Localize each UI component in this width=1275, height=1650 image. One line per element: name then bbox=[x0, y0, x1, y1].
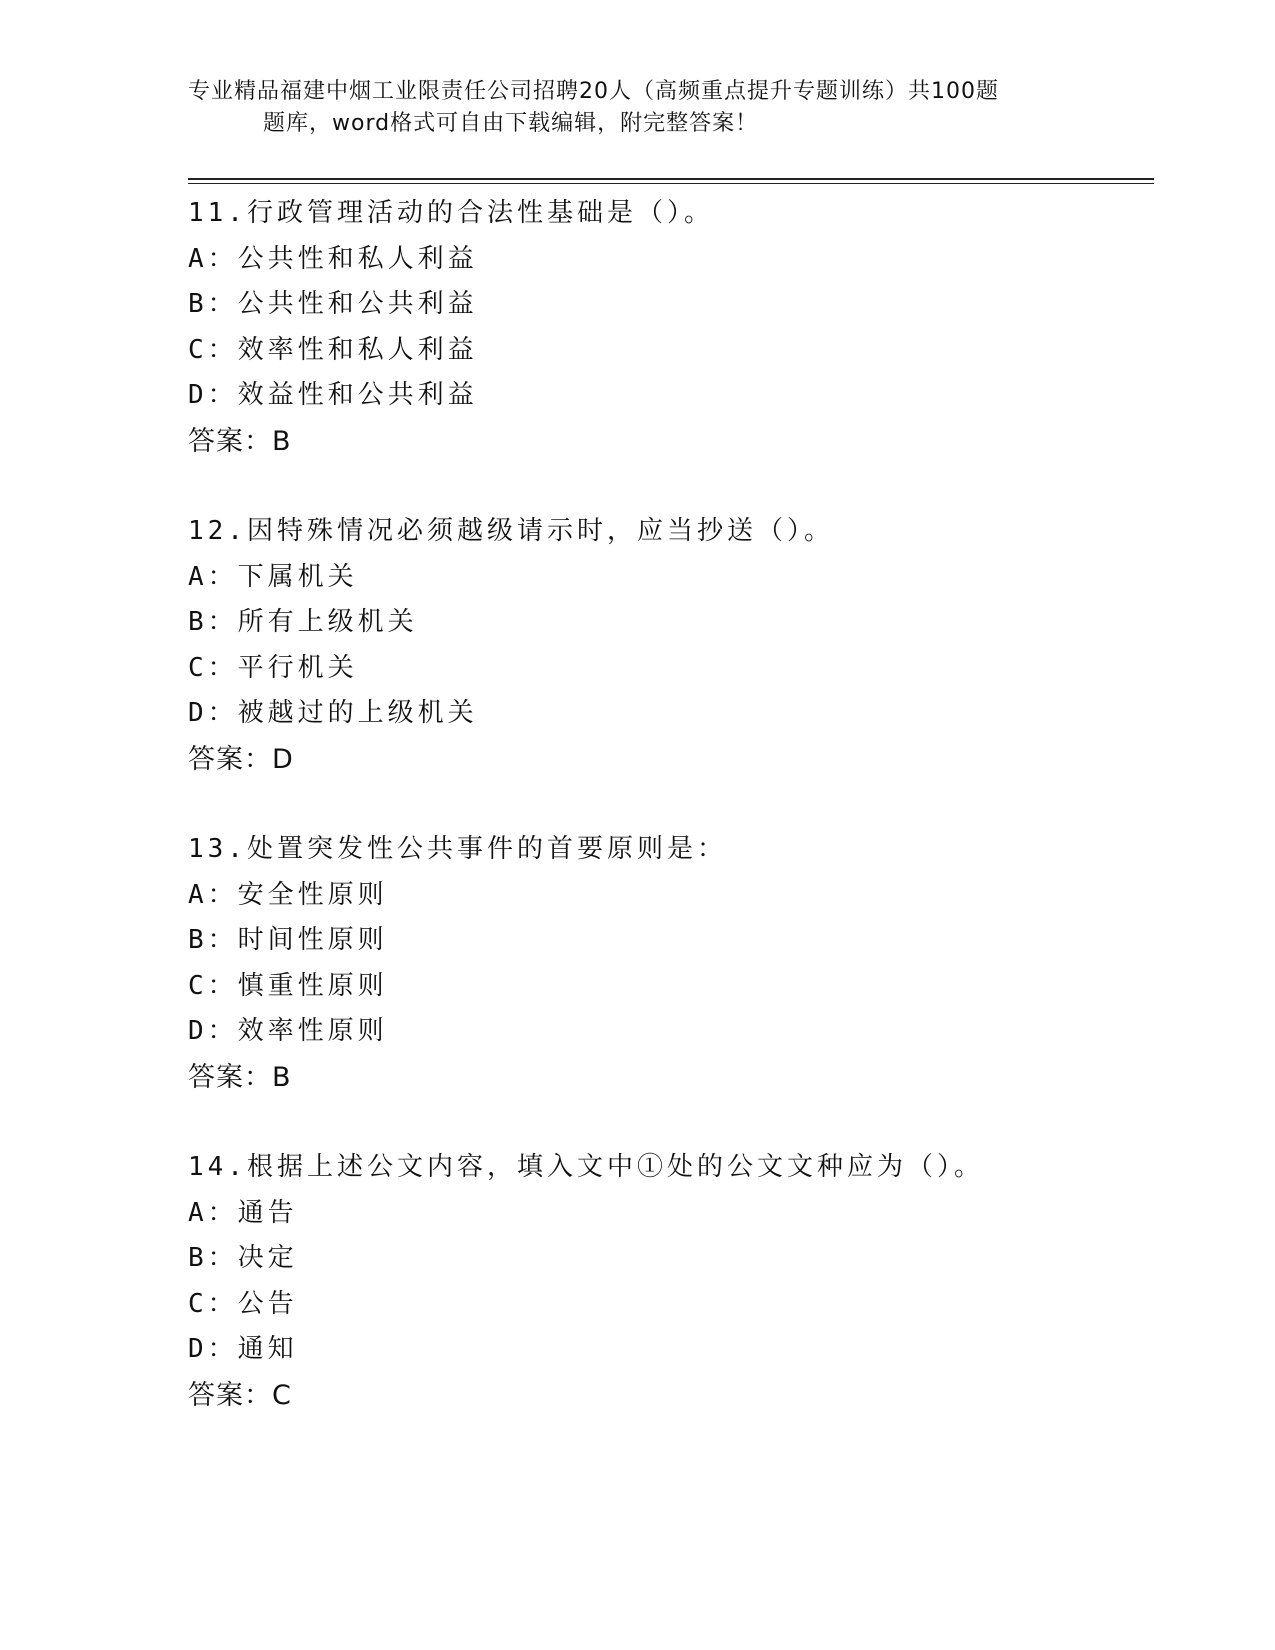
question-stem: 14.根据上述公文内容，填入文中①处的公文文种应为（）。 bbox=[188, 1152, 984, 1182]
question-14 bbox=[188, 1145, 1148, 1418]
option-d: D：效益性和公共利益 bbox=[188, 380, 478, 410]
option-a: A：下属机关 bbox=[188, 561, 358, 592]
question-11 bbox=[188, 191, 1148, 464]
option-d: D：通知 bbox=[188, 1334, 298, 1364]
option-d: D：效率性原则 bbox=[188, 1016, 388, 1046]
question-13 bbox=[188, 827, 1148, 1100]
option-a: A：安全性原则 bbox=[188, 879, 388, 910]
option-c: C：慎重性原则 bbox=[188, 970, 388, 1001]
header-divider-thick bbox=[188, 178, 1154, 180]
answer-line: 答案：D bbox=[188, 743, 294, 775]
option-b: B：时间性原则 bbox=[188, 925, 388, 955]
answer-line: 答案：B bbox=[188, 1061, 292, 1093]
question-stem: 12.因特殊情况必须越级请示时，应当抄送（）。 bbox=[188, 516, 834, 546]
answer-line: 答案：B bbox=[188, 425, 292, 457]
option-c: C：公告 bbox=[188, 1288, 298, 1319]
question-stem: 13.处置突发性公共事件的首要原则是： bbox=[188, 834, 727, 864]
header-title-line-1: 专业精品福建中烟工业限责任公司招聘20人（高频重点提升专题训练）共100题 bbox=[188, 79, 999, 104]
header-title-line-2: 题库，word格式可自由下载编辑，附完整答案！ bbox=[263, 111, 759, 136]
option-d: D：被越过的上级机关 bbox=[188, 698, 478, 728]
document-header bbox=[188, 76, 1088, 140]
answer-line: 答案：C bbox=[188, 1379, 292, 1411]
option-a: A：公共性和私人利益 bbox=[188, 243, 478, 274]
option-b: B：所有上级机关 bbox=[188, 607, 418, 637]
option-c: C：效率性和私人利益 bbox=[188, 334, 478, 365]
option-b: B：公共性和公共利益 bbox=[188, 289, 478, 319]
header-divider-thin bbox=[188, 183, 1154, 184]
question-12 bbox=[188, 509, 1148, 782]
question-list bbox=[188, 191, 1148, 1418]
option-b: B：决定 bbox=[188, 1243, 298, 1273]
option-c: C：平行机关 bbox=[188, 652, 358, 683]
question-stem: 11.行政管理活动的合法性基础是（）。 bbox=[188, 198, 714, 228]
option-a: A：通告 bbox=[188, 1197, 298, 1228]
